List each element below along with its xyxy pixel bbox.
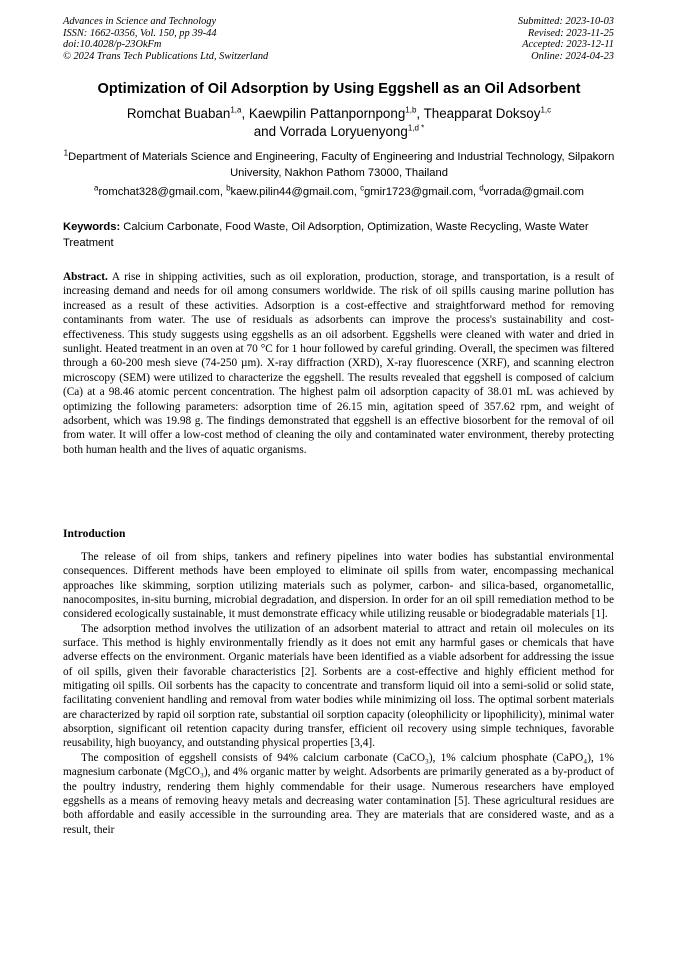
author-list: [60, 105, 618, 141]
publication-dates: [518, 16, 614, 62]
issn-line: ISSN: 1662-0356, Vol. 150, pp 39-44: [63, 27, 217, 39]
author-separator: ,: [241, 106, 249, 121]
email-address: vorrada@gmail.com: [483, 186, 584, 198]
affiliation-text: Department of Materials Science and Engineering, Faculty of Engineering and Industrial Technology, Silpakorn University, Nakhon Pathom 73000, Thailand: [68, 151, 615, 179]
copyright-line: © 2024 Trans Tech Publications Ltd, Switzerland: [63, 50, 269, 62]
email-mark: a: [94, 183, 99, 193]
submitted-date: Submitted: 2023-10-03: [517, 16, 614, 27]
keywords-section: [63, 220, 614, 252]
intro-paragraph: The composition of eggshell consists of 94% calcium carbonate (CaCO₃), 1% calcium phosphate (CaPO₄), 1% magnesium carbonate (MgCO₃), and 4% organic matter by weight. Adsorbents are primarily generated as a by-product of the poultry industry, rendering them highly commendable for their usage. Numerous researchers have employed eggshells as a means of removing heavy metals and decreasing water contamination [5]. These agricultural residues are both affordable and easily accessible in the surrounding area. They are materials that are considered waste, and as a result, their: [63, 751, 614, 836]
author-and: and: [253, 124, 280, 139]
email-mark: c: [360, 183, 365, 193]
abstract-label: Abstract.: [63, 271, 108, 283]
email-mark: b: [226, 183, 231, 193]
journal-name: Advances in Science and Technology: [63, 16, 217, 27]
journal-info: [63, 16, 268, 62]
affiliation: [60, 150, 618, 182]
abstract-text: A rise in shipping activities, such as oil exploration, production, storage, and transportation, is a result of increasing demand and needs for oil among consumers worldwide. The risk of oil spills causing marine pollution has increased as a result of these activities. Adsorption is a cost-effective and straightforward method for removing contaminants from water. The use of residuals as adsorbents can improve the process's sustainability and cost-effectiveness. This study suggests using eggshells as an oil adsorbent. Eggshells were cleaned with water and dried in sunlight. Heated treatment in an oven at 70 °C for 1 hour followed by careful grinding. Overall, the specimen was filtered through a 60-200 mesh sieve (74-250 µm). X-ray diffraction (XRD), X-ray fluorescence (XRF), and scanning electron microscopy (SEM) were utilized to characterize the eggshell. The results revealed that eggshell is composed of calcium (Ca) at a 98.46 atomic percent concentration. The highest palm oil adsorption capacity of 38.01 mL was achieved by optimizing the following parameters: adsorption time of 26.15 min, agitation speed of 357.62 rpm, and weight of adsorbent, which was 19.98 g. The findings demonstrated that eggshell is an effective biosorbent for the removal of oil from water. It will offer a low-cost method of cleaning the oily and contaminated water environment, thereby protecting both human health and the lives of aquatic organisms.: [63, 271, 614, 456]
abstract-section: [63, 270, 614, 457]
email-list: [40, 185, 638, 199]
revised-date: Revised: 2023-11-25: [527, 27, 614, 39]
online-date: Online: 2024-04-23: [531, 50, 614, 62]
introduction-heading: Introduction: [63, 528, 126, 540]
author-name: Romchat Buaban: [126, 106, 231, 121]
email-address: gmir1723@gmail.com,: [364, 186, 480, 198]
author-name: Vorrada Loryuenyong: [279, 124, 408, 139]
email-mark: d: [479, 183, 484, 193]
keywords-text: Calcium Carbonate, Food Waste, Oil Adsorption, Optimization, Waste Recycling, Waste Water Treatment: [63, 221, 589, 249]
author-affiliation-mark: 1,b: [405, 105, 417, 115]
author-affiliation-mark: 1,d *: [407, 123, 425, 133]
intro-paragraph: The release of oil from ships, tankers and refinery pipelines into water bodies has substantial environmental consequences. Different methods have been employed to eliminate oil spills from water, encompassing mechanical approaches like skimming, sorption utilizing materials such as polymer, carbon- and silica-based, organometallic, nanocomposites, in-situ burning, microbial degradation, and dispersion. In order for an oil spill remediation method to be considered ecologically sustainable, it must demonstrate efficacy while utilizing reusable or biodegradable materials [1].: [63, 551, 614, 621]
keywords-label: Keywords:: [63, 221, 121, 233]
introduction-body: [63, 550, 614, 837]
author-separator: ,: [416, 106, 424, 121]
affiliation-mark: 1: [63, 148, 69, 158]
doi-line: doi:10.4028/p-23OkFm: [63, 39, 162, 51]
author-affiliation-mark: 1,a: [230, 105, 242, 115]
intro-paragraph: The adsorption method involves the utilization of an adsorbent material to attract and retain oil molecules on its surface. This method is highly environmentally friendly as it does not emit any harmful gases or chemicals that have adverse effects on the environment. Organic materials have been identified as a viable adsorbent for addressing the issue of oil spills, given their favorable characteristics [2]. Sorbents are a cost-effective and highly efficient method for mitigating oil spills. Oil sorbents has the capacity to concentrate and transform liquid oil into a semi-solid or solid state, facilitating convenient handling and removal from water bodies while minimizing oil loss. The optimal sorbent materials are characterized by rapid oil sorption rate, substantial oil sorption capacity (oleophilicity or lipophilicity), minimal water absorption, significant oil retention capacity during transfer, efficient oil recovery using simple techniques, favorable reusability, high buoyancy, and outstanding physical properties [3,4].: [63, 622, 614, 750]
author-name: Kaewpilin Pattanpornpong: [248, 106, 406, 121]
email-address: romchat328@gmail.com,: [98, 186, 227, 198]
author-name: Theapparat Doksoy: [423, 106, 541, 121]
author-affiliation-mark: 1,c: [540, 105, 552, 115]
paper-title: Optimization of Oil Adsorption by Using Eggshell as an Oil Adsorbent: [97, 81, 581, 97]
accepted-date: Accepted: 2023-12-11: [522, 39, 614, 51]
email-address: kaew.pilin44@gmail.com,: [230, 186, 361, 198]
